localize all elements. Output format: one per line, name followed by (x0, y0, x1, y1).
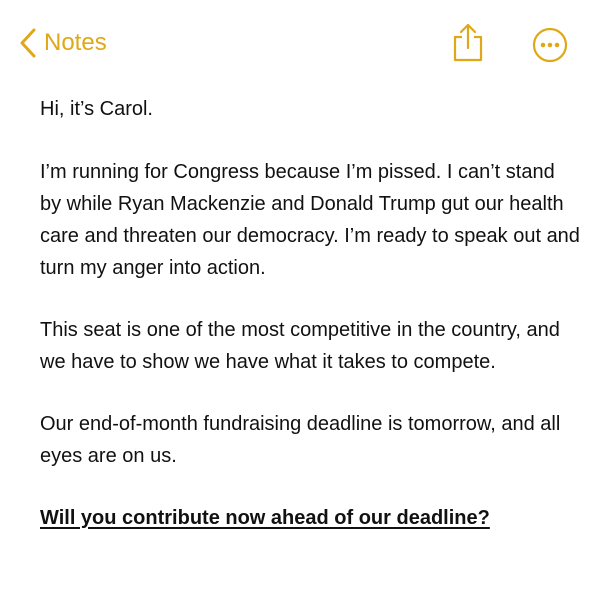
share-icon (451, 49, 485, 66)
share-button[interactable] (451, 22, 485, 62)
note-body[interactable] (40, 93, 580, 534)
call-to-action-link[interactable]: Will you contribute now ahead of our deadline? (40, 507, 490, 529)
more-button[interactable] (532, 27, 568, 63)
note-greeting: Hi, it’s Carol. (40, 98, 153, 120)
note-paragraph-3: Our end-of-month fundraising deadline is tomorrow, and all eyes are on us. (40, 413, 561, 467)
chevron-left-icon (20, 28, 36, 58)
note-paragraph-2: This seat is one of the most competitive in the country, and we have to show we have what it takes to compete. (40, 319, 560, 373)
back-button[interactable] (20, 24, 107, 62)
back-label: Notes (44, 29, 107, 56)
navigation-bar (0, 0, 600, 84)
more-ellipsis-icon (532, 50, 568, 67)
note-paragraph-1: I’m running for Congress because I’m pissed. I can’t stand by while Ryan Mackenzie and Donald Trump gut our health care and threaten our democracy. I’m ready to speak out and turn my anger into action. (40, 161, 580, 279)
